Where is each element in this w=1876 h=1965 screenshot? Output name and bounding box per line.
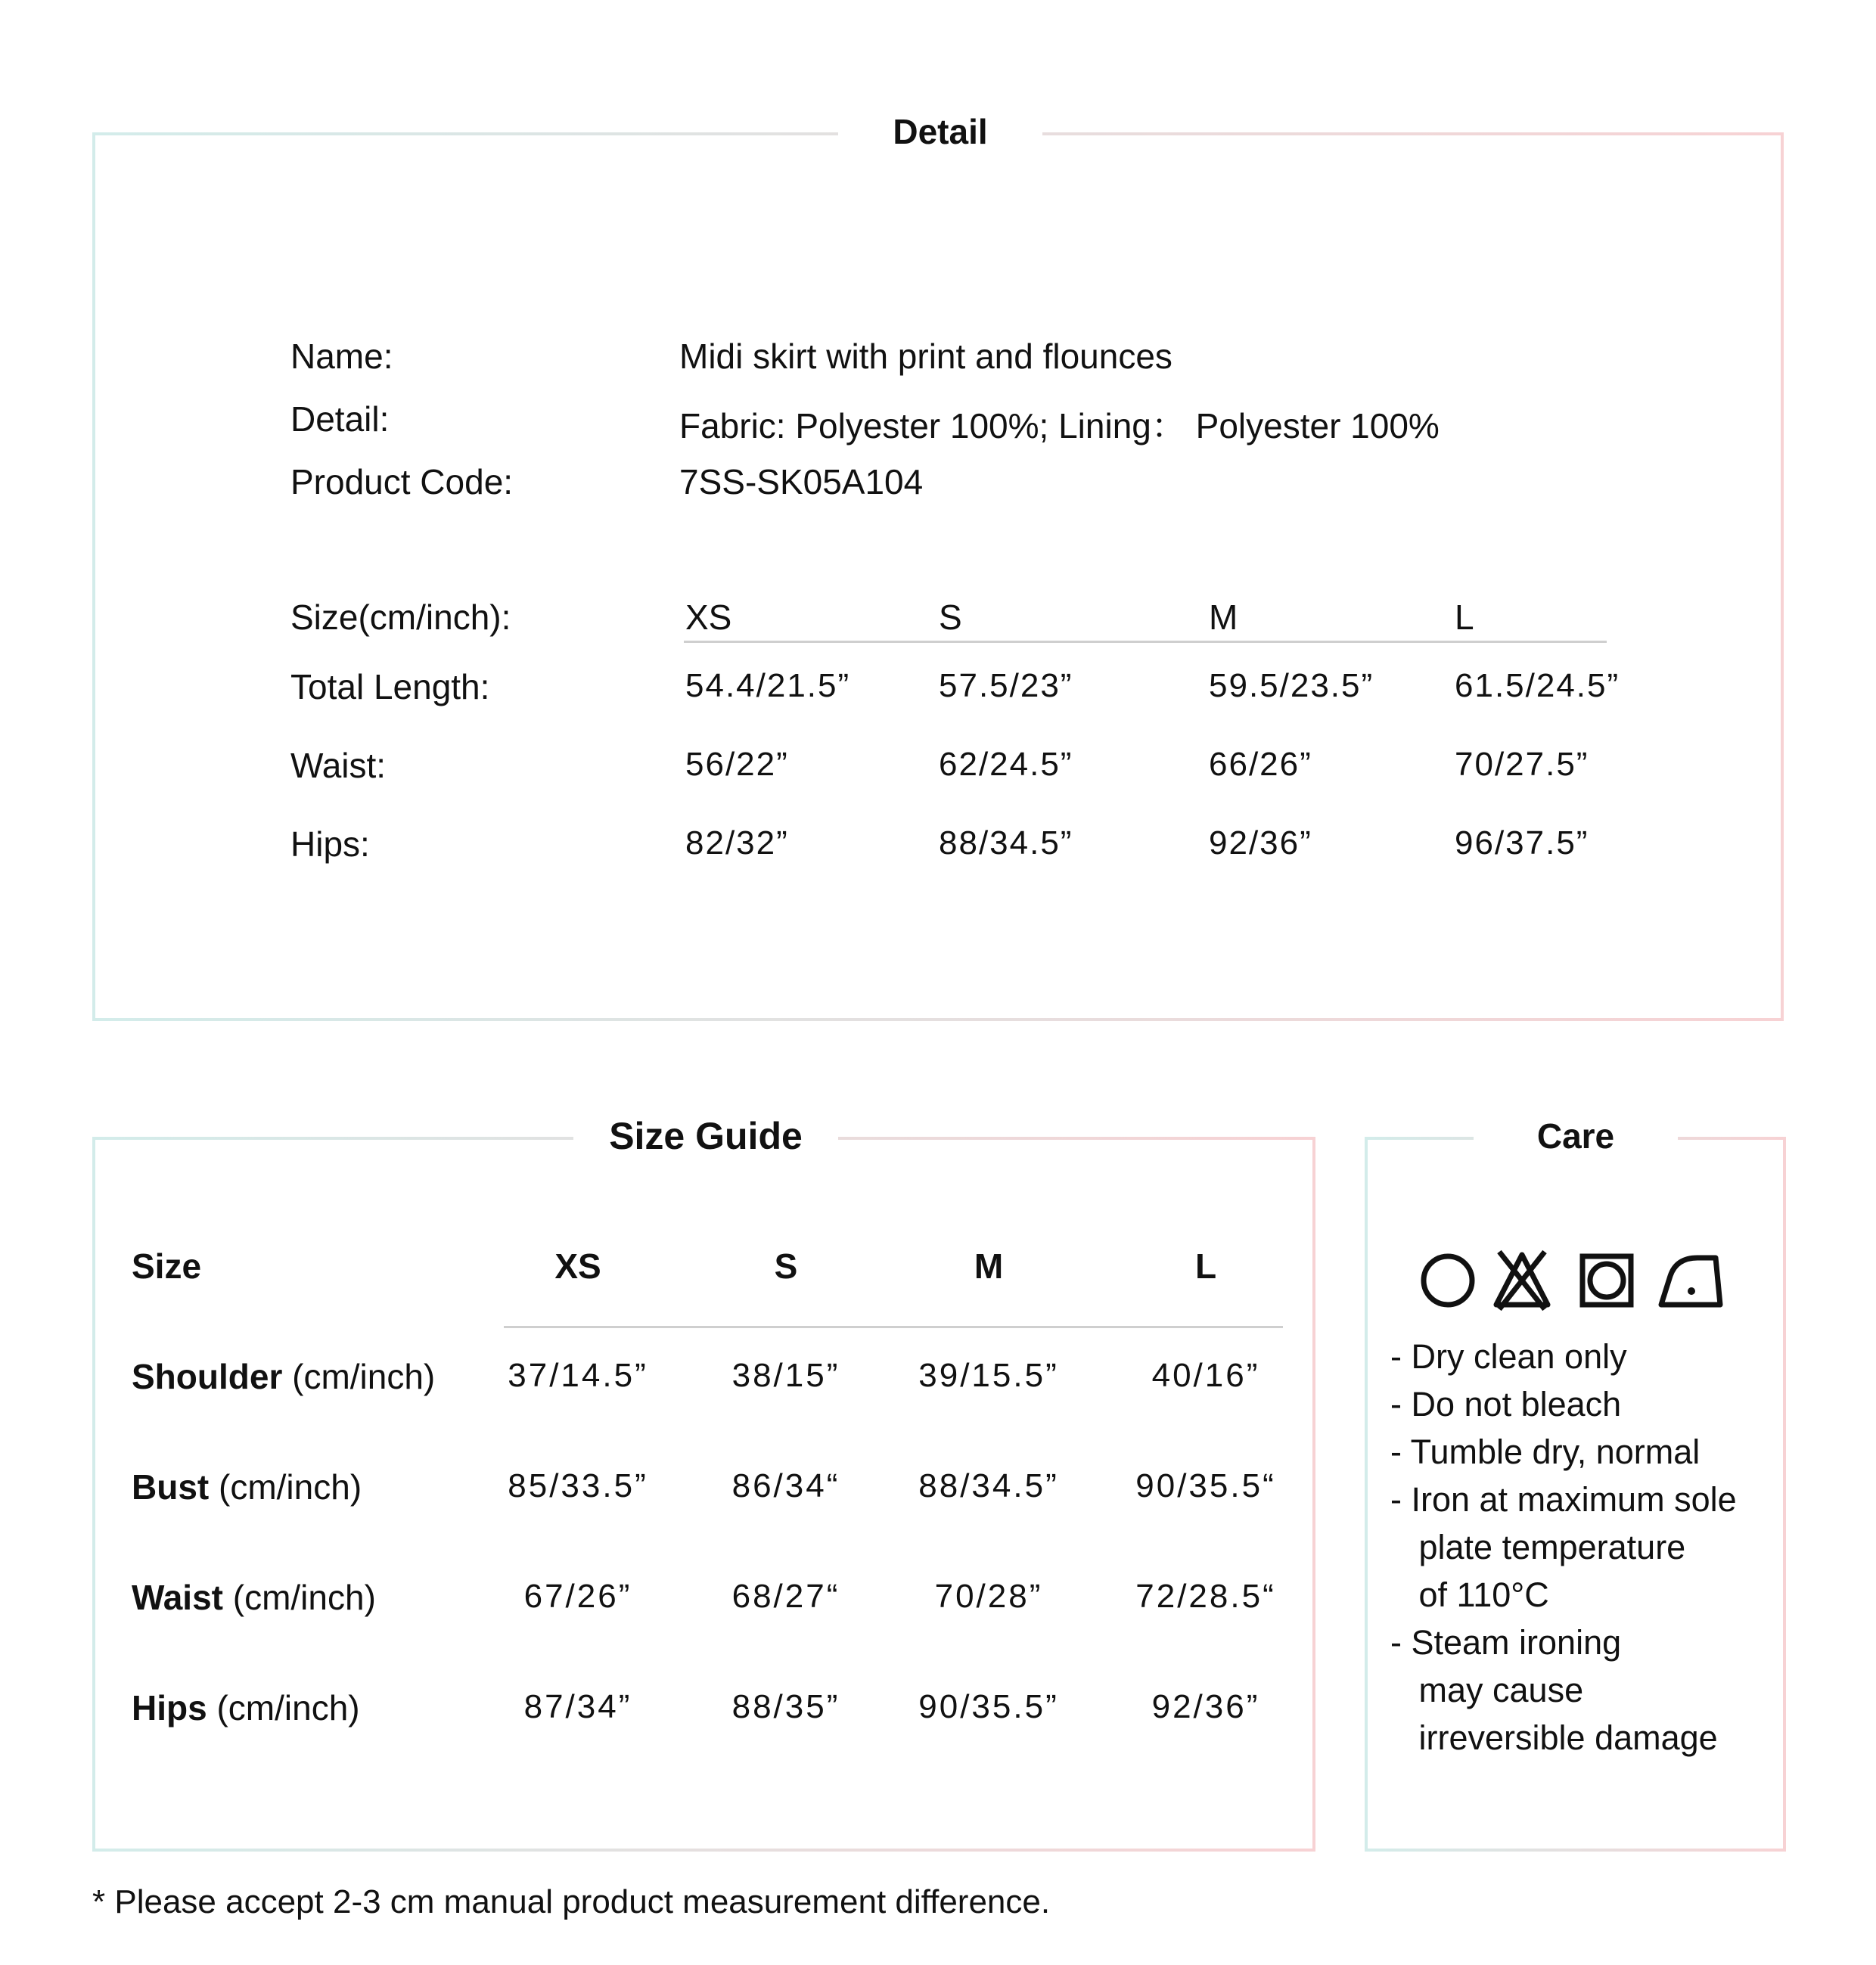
size-guide-s-header: S: [774, 1246, 798, 1286]
size-guide-size-header: Size: [132, 1246, 202, 1286]
shoulder-m: 39/15.5”: [918, 1357, 1059, 1394]
do-not-bleach-icon: [1496, 1252, 1548, 1309]
care-line-3: - Tumble dry, normal: [1390, 1433, 1701, 1471]
sg-waist-label: Waist: [132, 1578, 223, 1617]
size-guide-header-divider: [504, 1326, 1283, 1328]
total-length-xs: 54.4/21.5”: [685, 667, 851, 704]
care-line-1: - Dry clean only: [1390, 1337, 1627, 1376]
size-label: Size(cm/inch):: [290, 598, 511, 637]
hips-l: 96/37.5”: [1455, 824, 1589, 861]
size-guide-panel: [92, 1115, 1315, 1852]
hips-label: Hips:: [290, 824, 370, 864]
waist-row-label: [132, 1577, 376, 1618]
size-guide-l-header: L: [1194, 1246, 1217, 1286]
care-line-2: - Do not bleach: [1390, 1385, 1622, 1423]
care-icons: [1418, 1243, 1735, 1318]
size-m-header: M: [1209, 598, 1238, 637]
bust-xs: 85/33.5”: [508, 1467, 648, 1504]
size-l-header: L: [1455, 598, 1474, 637]
iron-medium-icon: [1661, 1258, 1720, 1305]
shoulder-unit: (cm/inch): [292, 1357, 436, 1396]
bust-s: 86/34“: [731, 1467, 840, 1504]
care-title: Care: [1474, 1110, 1678, 1163]
care-line-9: irreversible damage: [1390, 1718, 1718, 1757]
shoulder-s: 38/15”: [731, 1357, 840, 1394]
care-panel: [1365, 1116, 1786, 1852]
detail-panel: [92, 112, 1784, 1021]
name-label: Name:: [290, 337, 393, 376]
dry-clean-icon: [1424, 1256, 1472, 1305]
sg-hips-m: 90/35.5”: [918, 1688, 1059, 1725]
care-line-4: - Iron at maximum sole: [1390, 1480, 1737, 1519]
detail-label: Detail:: [290, 399, 390, 439]
waist-s: 62/24.5”: [939, 746, 1073, 783]
hips-m: 92/36”: [1209, 824, 1312, 861]
bust-l: 90/35.5“: [1135, 1467, 1276, 1504]
hips-unit: (cm/inch): [216, 1688, 360, 1728]
size-guide-xs-header: XS: [554, 1246, 601, 1286]
sg-waist-l: 72/28.5“: [1135, 1578, 1276, 1615]
size-guide-title: Size Guide: [573, 1110, 838, 1163]
total-length-l: 61.5/24.5”: [1455, 667, 1620, 704]
total-length-m: 59.5/23.5”: [1209, 667, 1374, 704]
shoulder-l: 40/16”: [1151, 1357, 1260, 1394]
waist-label: Waist:: [290, 746, 387, 785]
hips-xs: 82/32”: [685, 824, 789, 861]
care-line-7: - Steam ironing: [1390, 1623, 1622, 1662]
waist-m: 66/26”: [1209, 746, 1312, 783]
shoulder-xs: 37/14.5”: [508, 1357, 648, 1394]
product-code-value: 7SS-SK05A104: [679, 462, 924, 501]
care-instructions: [1390, 1333, 1737, 1762]
shoulder-label: Shoulder: [132, 1357, 283, 1396]
total-length-s: 57.5/23”: [939, 667, 1073, 704]
total-length-label: Total Length:: [290, 667, 490, 706]
tumble-dry-normal-icon: [1582, 1256, 1631, 1305]
sg-waist-s: 68/27“: [731, 1578, 840, 1615]
bust-label: Bust: [132, 1467, 210, 1507]
sg-waist-xs: 67/26”: [523, 1578, 632, 1615]
size-header-divider: [684, 641, 1607, 643]
measurement-footnote: * Please accept 2-3 cm manual product measurement difference.: [92, 1883, 1051, 1920]
sg-hips-label: Hips: [132, 1688, 207, 1728]
care-line-6: of 110°C: [1390, 1575, 1549, 1614]
bust-unit: (cm/inch): [219, 1467, 362, 1507]
hips-s: 88/34.5”: [939, 824, 1073, 861]
bust-row-label: [132, 1467, 362, 1507]
care-line-5: plate temperature: [1390, 1528, 1686, 1566]
hips-row-label: [132, 1687, 360, 1728]
shoulder-row-label: [132, 1356, 435, 1397]
waist-xs: 56/22”: [685, 746, 789, 783]
bust-m: 88/34.5”: [918, 1467, 1059, 1504]
sg-hips-s: 88/35”: [731, 1688, 840, 1725]
detail-value: Fabric: Polyester 100%; Lining： Polyester 100%: [679, 406, 1440, 445]
name-value: Midi skirt with print and flounces: [679, 337, 1172, 376]
sg-waist-m: 70/28”: [934, 1578, 1043, 1615]
waist-l: 70/27.5”: [1455, 746, 1589, 783]
waist-unit: (cm/inch): [232, 1578, 376, 1617]
detail-title: Detail: [838, 105, 1042, 158]
sg-hips-l: 92/36”: [1151, 1688, 1260, 1725]
sg-hips-xs: 87/34”: [523, 1688, 632, 1725]
product-code-label: Product Code:: [290, 462, 514, 501]
size-xs-header: XS: [685, 598, 732, 637]
size-s-header: S: [939, 598, 962, 637]
size-guide-m-header: M: [974, 1246, 1004, 1286]
care-line-8: may cause: [1390, 1671, 1584, 1709]
